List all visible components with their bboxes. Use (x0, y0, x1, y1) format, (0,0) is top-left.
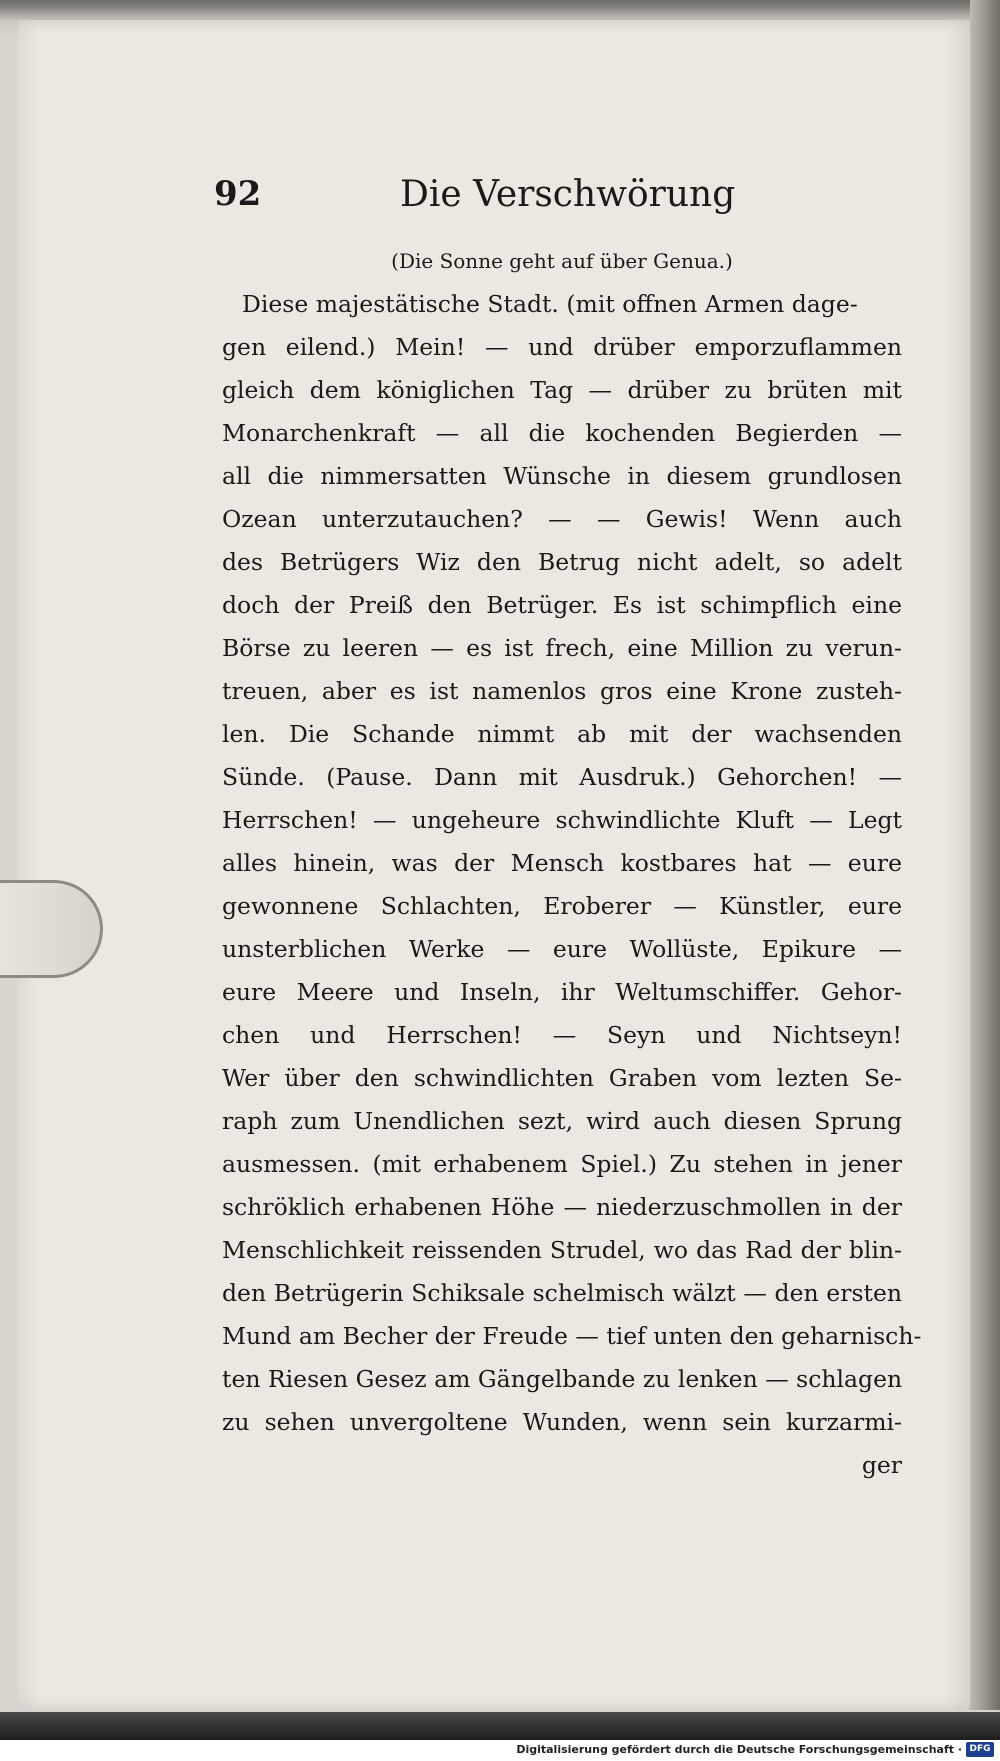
text-line: Mund am Becher der Freude — tief unten den geharnisch- (222, 1322, 922, 1350)
text-line: zu sehen unvergoltene Wunden, wenn sein kurzarmi- (222, 1408, 902, 1436)
page-number: 92 (214, 174, 262, 214)
text-line: ausmessen. (mit erhabenem Spiel.) Zu stehen in jener (222, 1150, 902, 1178)
text-line: Ozean unterzutauchen? — — Gewis! Wenn auch (222, 505, 902, 533)
text-line: eure Meere und Inseln, ihr Weltumschiffer. Gehor- (222, 978, 902, 1006)
text-line: len. Die Schande nimmt ab mit der wachsenden (222, 720, 902, 748)
text-line: Wer über den schwindlichten Graben vom lezten Se- (222, 1064, 902, 1092)
text-line: unsterblichen Werke — eure Wollüste, Epikure — (222, 935, 902, 963)
text-line: gen eilend.) Mein! — und drüber emporzuflammen (222, 333, 902, 361)
footer-bar (0, 1740, 1000, 1761)
text-line: alles hinein, was der Mensch kostbares hat — eure (222, 849, 902, 877)
page-edge (970, 0, 1000, 1710)
text-line: des Betrügers Wiz den Betrug nicht adelt, so adelt (222, 548, 902, 576)
body-text (222, 240, 922, 1487)
text-line: Herrschen! — ungeheure schwindlichte Kluft — Legt (222, 806, 902, 834)
text-line: den Betrügerin Schiksale schelmisch wälzt — den ersten (222, 1279, 902, 1307)
funding-credit: Digitalisierung gefördert durch die Deutsche Forschungsgemeinschaft · (516, 1743, 962, 1756)
text-line: raph zum Unendlichen sezt, wird auch diesen Sprung (222, 1107, 902, 1135)
text-line: Sünde. (Pause. Dann mit Ausdruk.) Gehorchen! — (222, 763, 902, 791)
text-line: treuen, aber es ist namenlos gros eine Krone zusteh- (222, 677, 902, 705)
text-line: Börse zu leeren — es ist frech, eine Million zu verun- (222, 634, 902, 662)
catchword: ger (861, 1451, 902, 1479)
text-line: gleich dem königlichen Tag — drüber zu brüten mit (222, 376, 902, 404)
text-line: doch der Preiß den Betrüger. Es ist schimpflich eine (222, 591, 902, 619)
scan-bottom-edge (0, 1712, 1000, 1740)
text-line: Menschlichkeit reissenden Strudel, wo das Rad der blin- (222, 1236, 902, 1264)
text-line: ten Riesen Gesez am Gängelbande zu lenken — schlagen (222, 1365, 903, 1393)
dfg-logo-icon: DFG (966, 1742, 994, 1757)
text-line: schröklich erhabenen Höhe — niederzuschmollen in der (222, 1193, 902, 1221)
text-line: chen und Herrschen! — Seyn und Nichtseyn! (222, 1021, 902, 1049)
text-line-stage-direction: (Die Sonne geht auf über Genua.) (391, 249, 733, 273)
bookmark-ribbon (0, 880, 103, 978)
text-line: Diese majestätische Stadt. (mit offnen Armen dage- (242, 290, 858, 318)
text-line: all die nimmersatten Wünsche in diesem grundlosen (222, 462, 902, 490)
text-line: gewonnene Schlachten, Eroberer — Künstler, eure (222, 892, 902, 920)
running-title: Die Verschwörung (400, 174, 736, 215)
text-line: Monarchenkraft — all die kochenden Begierden — (222, 419, 902, 447)
